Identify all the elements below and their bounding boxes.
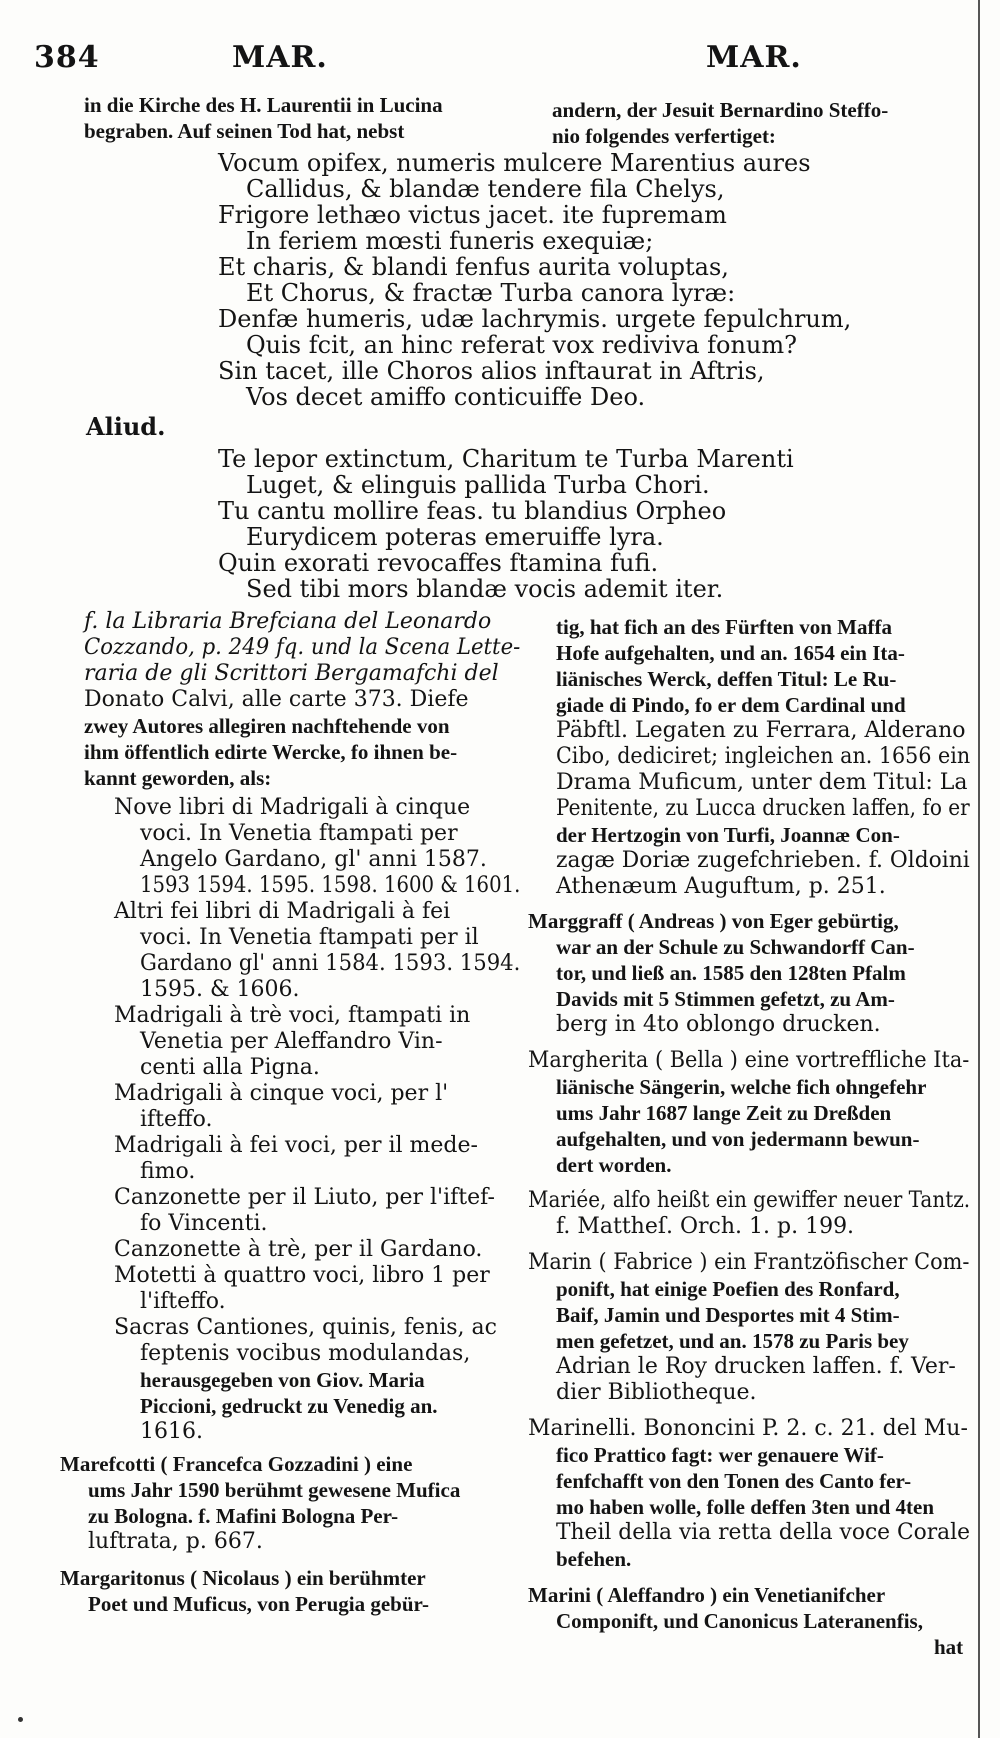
right-column-line: Drama Muficum, unter dem Titul: La — [556, 770, 968, 795]
right-column-line: der Hertzogin von Turfi, Joannæ Con- — [556, 823, 900, 847]
right-column-line: dert worden. — [556, 1153, 672, 1177]
right-column-line: befehen. — [556, 1547, 632, 1571]
top-left-line: in die Kirche des H. Laurentii in Lucina — [84, 93, 443, 117]
right-column-line: tig, hat fich an des Fürften von Maffa — [556, 615, 892, 639]
right-column-line: Cibo, dediciret; ingleichen an. 1656 ein — [556, 744, 971, 769]
poem-line: Et Chorus, & fractæ Turba canora lyræ: — [246, 279, 736, 307]
poem-line: Denfæ humeris, udæ lachrymis. urgete fepulchrum, — [218, 305, 852, 333]
poem-line: Sed tibi mors blandæ vocis ademit iter. — [246, 575, 724, 603]
left-column-line: Altri fei libri di Madrigali à fei — [114, 899, 451, 924]
left-column-line: Donato Calvi, alle carte 373. Diefe — [84, 687, 469, 712]
poem-line: Te lepor extinctum, Charitum te Turba Marenti — [218, 445, 794, 473]
left-column-line: fo Vincenti. — [140, 1211, 268, 1236]
right-column-line: f. Mattheſ. Orch. 1. p. 199. — [556, 1214, 855, 1239]
left-column-line: feptenis vocibus modulandas, — [140, 1341, 471, 1366]
left-column-line: herausgegeben von Giov. Maria — [140, 1368, 425, 1392]
left-column-line: Gardano gl' anni 1584. 1593. 1594. — [140, 951, 521, 976]
poem-line: Quis fcit, an hinc referat vox rediviva fonum? — [246, 331, 798, 359]
left-column-line: Piccioni, gedruckt zu Venedig an. — [140, 1394, 438, 1418]
right-column-line: Componift, und Canonicus Lateranenfis, — [556, 1609, 923, 1633]
poem-line: Vocum opifex, numeris mulcere Marentius aures — [218, 149, 811, 177]
right-column-line: Päbftl. Legaten zu Ferrara, Alderano — [556, 718, 966, 743]
right-column-line: Theil della via retta della voce Corale — [556, 1520, 970, 1545]
right-column-line: aufgehalten, und von jedermann bewun- — [556, 1127, 920, 1151]
poem-line: Et charis, & blandi fenfus aurita voluptas, — [218, 253, 729, 281]
left-column-line: zwey Autores allegiren nachftehende von — [84, 714, 450, 738]
poem-line: Frigore lethæo victus jacet. ite fupremam — [218, 201, 727, 229]
left-column-line: voci. In Venetia ftampati per il — [140, 925, 479, 950]
left-column-line: kannt geworden, als: — [84, 766, 272, 790]
left-column-line: Cozzando, p. 249 fq. und la Scena Lette- — [84, 635, 521, 660]
poem-line: In feriem mœsti funeris exequiæ; — [246, 227, 654, 255]
left-column-line: Poet und Muficus, von Perugia gebür- — [88, 1592, 430, 1616]
left-column-line: Sacras Cantiones, quinis, fenis, ac — [114, 1315, 497, 1340]
right-column-line: ponift, hat einige Poefien des Ronfard, — [556, 1277, 900, 1301]
right-column-line: Marinelli. Bononcini P. 2. c. 21. del Mu- — [528, 1416, 968, 1441]
left-column-line: raria de gli Scrittori Bergamafchi del — [84, 661, 499, 686]
right-column-line: Margherita ( Bella ) eine vortreffliche Ita- — [528, 1048, 970, 1073]
left-column-line: l'ifteffo. — [140, 1289, 226, 1314]
right-column-line: Mariée, alfo heißt ein gewiffer neuer Tantz. — [528, 1188, 971, 1213]
ink-speck — [18, 1717, 23, 1722]
left-column-line: luftrata, p. 667. — [88, 1529, 263, 1554]
left-column-line: ihm öffentlich edirte Wercke, fo ihnen be- — [84, 740, 458, 764]
left-column-line: 1616. — [140, 1419, 203, 1444]
page-number: 384 — [34, 40, 100, 75]
left-column-line: Madrigali à cinque voci, per l' — [114, 1081, 449, 1106]
top-left-line: begraben. Auf seinen Tod hat, nebst — [84, 119, 405, 143]
right-column-line: hat — [934, 1635, 964, 1659]
right-running-head: MAR. — [706, 40, 802, 75]
left-column-line: Motetti à quattro voci, libro 1 per — [114, 1263, 490, 1288]
right-column-line: tor, und ließ an. 1585 den 128ten Pfalm — [556, 961, 906, 985]
right-column-line: fico Prattico fagt: wer genauere Wif- — [556, 1443, 884, 1467]
poem-line: Luget, & elinguis pallida Turba Chori. — [246, 471, 710, 499]
right-column-line: men gefetzet, und an. 1578 zu Paris bey — [556, 1329, 909, 1353]
left-column-line: zu Bologna. f. Mafini Bologna Per- — [88, 1504, 399, 1528]
poem-line: Callidus, & blandæ tendere fila Chelys, — [246, 175, 725, 203]
left-column-line: Canzonette à trè, per il Gardano. — [114, 1237, 483, 1262]
right-column-line: fenfchafft von den Tonen des Canto fer- — [556, 1469, 912, 1493]
right-column-line: Marin ( Fabrice ) ein Frantzöfischer Com- — [528, 1250, 970, 1275]
page-edge-rule — [978, 0, 980, 1738]
top-right-line: andern, der Jesuit Bernardino Steffo- — [552, 98, 889, 122]
left-column-line: fimo. — [140, 1159, 196, 1184]
poem-line: Tu cantu mollire feas. tu blandius Orpheo — [218, 497, 727, 525]
poem-line: Sin tacet, ille Choros alios inftaurat in Aftris, — [218, 357, 765, 385]
right-column-line: mo haben wolle, folle deffen 3ten und 4ten — [556, 1495, 934, 1519]
right-column-line: Penitente, zu Lucca drucken laffen, fo er — [556, 796, 970, 821]
left-column-line: ifteffo. — [140, 1107, 213, 1132]
left-column-line: Canzonette per il Liuto, per l'iftef- — [114, 1185, 495, 1210]
right-column-line: Baif, Jamin und Desportes mit 4 Stim- — [556, 1303, 900, 1327]
left-column-line: Madrigali à trè voci, ftampati in — [114, 1003, 471, 1028]
left-column-line: 1593 1594. 1595. 1598. 1600 & 1601. — [140, 873, 521, 898]
right-column-line: war an der Schule zu Schwandorff Can- — [556, 935, 915, 959]
poem-line: Vos decet amiffo conticuiffe Deo. — [246, 383, 646, 411]
right-column-line: liänisches Werck, deffen Titul: Le Ru- — [556, 667, 897, 691]
right-column-line: berg in 4to oblongo drucken. — [556, 1012, 881, 1037]
left-column-line: Venetia per Aleffandro Vin- — [140, 1029, 443, 1054]
poem-line: Eurydicem poteras emeruiffe lyra. — [246, 523, 664, 551]
right-column-line: ums Jahr 1687 lange Zeit zu Dreßden — [556, 1101, 892, 1125]
right-column-line: Adrian le Roy drucken laffen. f. Ver- — [556, 1354, 956, 1379]
left-column-line: Marefcotti ( Francefca Gozzadini ) eine — [60, 1452, 413, 1476]
right-column-line: Marini ( Aleffandro ) ein Venetianifcher — [528, 1583, 886, 1607]
right-column-line: zagæ Doriæ zugefchrieben. f. Oldoini — [556, 848, 970, 873]
left-column-line: ums Jahr 1590 berühmt gewesene Mufica — [88, 1478, 461, 1502]
left-column-line: centi alla Pigna. — [140, 1055, 320, 1080]
right-column-line: dier Bibliotheque. — [556, 1380, 757, 1405]
right-column-line: Marggraff ( Andreas ) von Eger gebürtig, — [528, 909, 899, 933]
poem-line: Quin exorati revocaffes ftamina fufi. — [218, 549, 659, 577]
right-column-line: Hofe aufgehalten, und an. 1654 ein Ita- — [556, 641, 905, 665]
right-column-line: giade di Pindo, fo er dem Cardinal und — [556, 693, 906, 717]
left-column-line: Angelo Gardano, gl' anni 1587. — [140, 847, 487, 872]
left-column-line: voci. In Venetia ftampati per — [140, 821, 458, 846]
right-column-line: Athenæum Auguftum, p. 251. — [556, 874, 886, 899]
left-running-head: MAR. — [232, 40, 328, 75]
left-column-line: Nove libri di Madrigali à cinque — [114, 795, 471, 820]
left-column-line: f. la Libraria Brefciana del Leonardo — [84, 609, 492, 634]
top-right-line: nio folgendes verfertiget: — [552, 124, 776, 148]
left-column-line: 1595. & 1606. — [140, 977, 300, 1002]
left-column-line: Margaritonus ( Nicolaus ) ein berühmter — [60, 1566, 426, 1590]
right-column-line: liänische Sängerin, welche fich ohngefehr — [556, 1075, 927, 1099]
aliud-label: Aliud. — [86, 412, 166, 441]
left-column-line: Madrigali à fei voci, per il mede- — [114, 1133, 478, 1158]
right-column-line: Davids mit 5 Stimmen gefetzt, zu Am- — [556, 987, 895, 1011]
